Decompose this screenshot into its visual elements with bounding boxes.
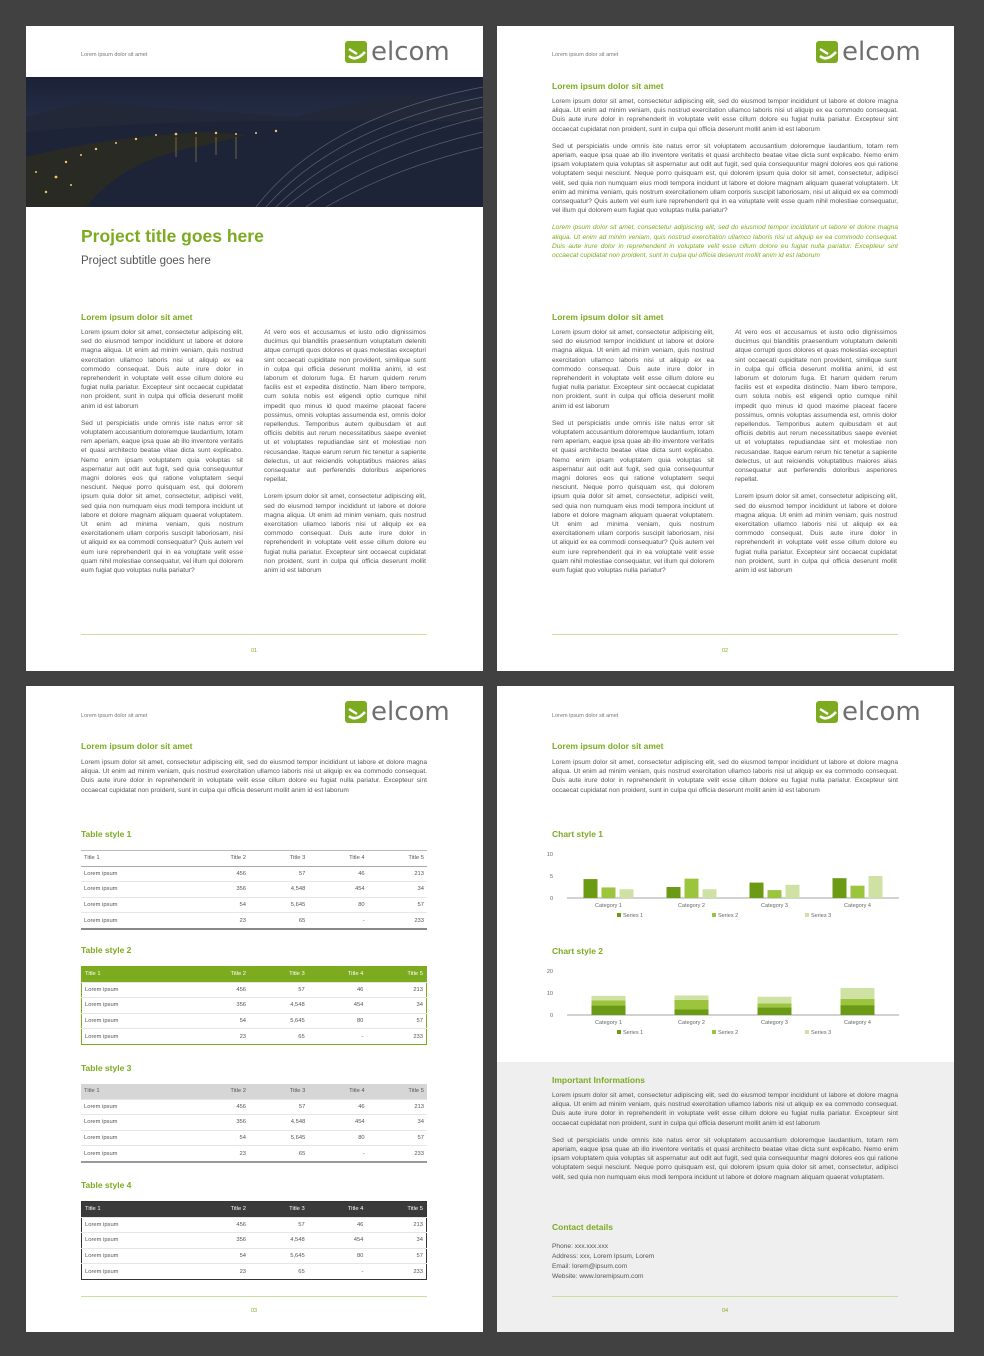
table-cell: 80 (308, 1248, 367, 1264)
table-cell: Lorem ipsum (81, 1115, 190, 1131)
logo-wordmark: elcom (371, 37, 450, 67)
table-header-cell: Title 4 (308, 967, 367, 983)
table-cell: Lorem ipsum (81, 1130, 190, 1146)
table-cell: 34 (366, 998, 426, 1014)
table-cell: - (361, 1268, 364, 1275)
legend-swatch (617, 1030, 621, 1034)
table-style-4 (81, 1201, 427, 1280)
header-text: Lorem ipsum dolor sit amet (552, 713, 619, 719)
table-cell: Lorem ipsum (85, 1268, 119, 1275)
table-header-cell: Title 3 (249, 851, 308, 867)
paragraph: Sed ut perspiciatis unde omnis iste natus error sit voluptatem accusantium doloremque laudantium, totam rem aperiam, eaque ipsa quae ab illo inventore veritatis et quasi architecto beatae vitae dicta sunt explicabo. Nemo enim ipsam voluptatem quia voluptas sit aspernatur aut odit aut fugit, sed quia consequuntur magni dolores eos qui ratione voluptatem sequi nesciunt. Neque porro quisquam est, qui dolorem ipsum quia dolor sit amet, consectetur, adipisci velit, sed quia non numquam eius modi tempora incidunt ut labore et dolore magnam aliquam quaerat voluptatem. Ut enim ad minima veniam, quis nostrum exercitationem ullam corporis suscipit laboriosam, nisi ut aliquid ex ea commodi consequatur? Quis autem vel eum iure reprehenderit qui in ea voluptate velit esse quam nihil molestiae consequatur, vel illum qui dolorem eum fugiat quo voluptas nulla pariatur? (552, 419, 715, 575)
paragraph: Sed ut perspiciatis unde omnis iste natus error sit voluptatem accusantium doloremque laudantium, totam rem aperiam, eaque ipsa quae ab illo inventore veritatis et quasi architecto beatae vitae dicta sunt explicabo. Nemo enim ipsam voluptatem quia voluptas sit aspernatur aut odit aut fugit, sed quia consequuntur magni dolores eos qui ratione voluptatem sequi nesciunt. Neque porro quisquam est, qui dolorem ipsum quia dolor sit amet, consectetur, adipisci velit, sed quia non numquam eius modi tempora incidunt ut labore et dolore magnam aliquam quaerat voluptatem. Ut enim ad minima veniam, quis nostrum exercitationem ullam corporis suscipit laboriosam, nisi ut aliquid ex ea commodi consequatur? Quis autem vel eum iure reprehenderit qui in ea voluptate velit esse quam nihil molestiae consequatur, vel illum qui dolorem eum fugiat quo voluptas nulla pariatur? (81, 419, 244, 575)
page-number: 01 (250, 648, 258, 654)
table-row (81, 1099, 427, 1115)
table-cell: 80 (308, 1130, 367, 1146)
contact-phone: Phone: xxx.xxx.xxx (552, 1243, 609, 1250)
bar (703, 889, 717, 898)
table-row (81, 1130, 427, 1146)
bar-segment (592, 996, 626, 1000)
table-style-3 (81, 1084, 427, 1163)
bar-segment (841, 1005, 875, 1015)
table-cell: Lorem ipsum (81, 913, 190, 929)
table-header-cell: Title 2 (190, 1084, 249, 1099)
bar-segment (675, 995, 709, 999)
table-cell: Lorem ipsum (82, 1013, 191, 1029)
page-number: 04 (721, 1308, 729, 1314)
elcom-logo-icon (345, 40, 369, 64)
table-header-cell: Title 3 (249, 1084, 308, 1099)
table-row (81, 897, 427, 913)
bar-segment (592, 1006, 626, 1015)
table-cell: 213 (368, 1099, 427, 1115)
paragraph: At vero eos et accusamus et iusto odio dignissimos ducimus qui blanditiis praesentium voluptatum deleniti atque corrupti quos dolores et quas molestias excepturi sint occaecati cupiditate non provident, similique sunt in culpa qui officia deserunt mollitia animi, id est laborum et dolorum fuga. Et harum quidem rerum facilis est et expedita distinctio. Nam libero tempore, cum soluta nobis est eligendi optio cumque nihil impedit quo minus id quod maxime placeat facere possimus, omnis voluptas assumenda est, omnis dolor repellendus. Temporibus autem quibusdam et aut officiis debitis aut rerum necessitatibus saepe eveniet ut et voluptates repudiandae sint et molestiae non recusandae. Itaque earum rerum hic tenetur a sapiente delectus, ut aut reiciendis voluptatibus maiores alias consequatur aut perferendis doloribus asperiores repellat. (735, 329, 897, 484)
table-cell: 454 (308, 998, 367, 1014)
elcom-logo (816, 697, 942, 728)
table-header-cell: Title 1 (81, 1084, 190, 1099)
table-cell: 65 (298, 1268, 305, 1275)
table-header-cell: Title 4 (308, 851, 367, 867)
legend-label: Series 1 (623, 913, 644, 919)
table-cell: 80 (308, 897, 367, 913)
table-cell: 233 (413, 1033, 423, 1040)
table-style-1-label: Table style 1 (81, 829, 132, 839)
logo-wordmark: elcom (842, 37, 921, 67)
elcom-logo (816, 37, 942, 68)
table-style-1 (81, 850, 427, 930)
x-tick-label: Category 3 (761, 903, 788, 909)
project-subtitle: Project subtitle goes here (81, 255, 211, 267)
page-3 (26, 686, 483, 1332)
bar-segment (758, 1003, 792, 1007)
table-header-cell: Title 1 (82, 1202, 191, 1218)
bar (768, 890, 782, 898)
table-cell: 23 (190, 1146, 249, 1162)
table-header-cell: Title 5 (368, 851, 427, 867)
table-row (81, 866, 427, 882)
table-cell: 46 (308, 1099, 367, 1115)
contact-heading: Contact details (552, 1222, 613, 1232)
footer-divider (81, 634, 427, 635)
legend-label: Series 2 (718, 913, 739, 919)
table-row (82, 1233, 427, 1249)
legend-label: Series 1 (623, 1030, 644, 1036)
elcom-logo-icon (816, 40, 840, 64)
table-row (82, 1264, 427, 1280)
table-style-2-label: Table style 2 (81, 945, 132, 955)
table-cell: 80 (308, 1013, 367, 1029)
table-cell: 5,645 (249, 1130, 308, 1146)
chart-style-1-label: Chart style 1 (552, 829, 604, 839)
table-cell: 454 (308, 1233, 367, 1249)
table-header-cell: Title 1 (81, 851, 190, 867)
table-cell: 57 (368, 1130, 427, 1146)
table-cell: 213 (368, 866, 427, 882)
column-right (264, 328, 426, 583)
table-cell: 57 (249, 1217, 308, 1233)
table-cell: 46 (308, 982, 367, 998)
table-cell: 65 (249, 913, 308, 929)
legend-label: Series 3 (811, 913, 832, 919)
table-cell: Lorem ipsum (81, 1146, 190, 1162)
table-cell: Lorem ipsum (81, 866, 190, 882)
paragraph: At vero eos et accusamus et iusto odio dignissimos ducimus qui blanditiis praesentium voluptatum deleniti atque corrupti quos dolores et quas molestias excepturi sint occaecati cupiditate non provident, similique sunt in culpa qui officia deserunt mollitia animi, id est laborum et dolorum fuga. Et harum quidem rerum facilis est et expedita distinctio. Nam libero tempore, cum soluta nobis est eligendi optio cumque nihil impedit quo minus id quod maxime placeat facere possimus, omnis voluptas assumenda est, omnis dolor repellendus. Temporibus autem quibusdam et aut officiis debitis aut rerum necessitatibus saepe eveniet ut et voluptates repudiandae sint et molestiae non recusandae. Itaque earum rerum hic tenetur a sapiente delectus, ut aut reiciendis voluptatibus maiores alias consequatur aut perferendis doloribus asperiores repellat. (264, 329, 426, 484)
table-cell: 454 (308, 1115, 367, 1131)
elcom-logo (345, 697, 471, 728)
table-header-row (81, 1084, 427, 1099)
chart-style-2 (537, 963, 907, 1063)
table-cell: 456 (190, 866, 249, 882)
x-tick-label: Category 1 (595, 1020, 622, 1026)
table-cell: 57 (249, 982, 308, 998)
y-tick-label: 0 (549, 896, 553, 902)
table-cell: 46 (308, 1217, 367, 1233)
y-tick-label: 20 (546, 969, 553, 975)
bar (750, 883, 764, 898)
column-left (552, 328, 714, 583)
paragraph: Lorem ipsum dolor sit amet, consectetur adipiscing elit, sed do eiusmod tempor incididunt ut labore et dolore magna aliqua. Ut enim ad minim veniam, quis nostrud exercitation ullamco laboris nisi ut aliquip ex ea commodo consequat. Duis aute irure dolor in reprehenderit in voluptate velit esse cillum dolore eu fugiat nulla pariatur. Excepteur sint occaecat cupidatat non proident, sunt in culpa qui officia deserunt mollit anim id est laborum (81, 329, 243, 410)
x-tick-label: Category 2 (678, 1020, 705, 1026)
paragraph: Sed ut perspiciatis unde omnis iste natus error sit voluptatem accusantium doloremque laudantium, totam rem aperiam, eaque ipsa quae ab illo inventore veritatis et quasi architecto beatae vitae dicta sunt explicabo. Nemo enim ipsam voluptatem quia voluptas sit aspernatur aut odit aut fugit, sed quia consequuntur magni dolores eos qui ratione voluptatem sequi nesciunt. Neque porro quisquam est, qui dolorem ipsum quia dolor sit amet, consectetur, adipisci velit, sed quia non numquam eius modi tempora incidunt ut labore et dolore magnam aliquam quaerat voluptatem. Ut enim ad minima veniam, quis nostrum exercitationem ullam corporis suscipit laboriosam, nisi ut aliquid ex ea commodi consequatur? Quis autem vel eum iure reprehenderit qui in ea voluptate velit esse quam nihil molestiae consequatur, vel illum qui dolorem eum fugiat quo voluptas nulla pariatur? (552, 142, 898, 215)
table-cell: 57 (366, 1248, 426, 1264)
table-header-cell: Title 4 (308, 1202, 367, 1218)
table-cell: 54 (190, 1013, 249, 1029)
table-header-cell: Title 5 (366, 1202, 426, 1218)
bar-segment (592, 1000, 626, 1005)
legend-label: Series 3 (811, 1030, 832, 1036)
table-cell: 54 (190, 1248, 249, 1264)
table-cell: Lorem ipsum (82, 1248, 191, 1264)
bar-segment (675, 1000, 709, 1010)
y-tick-label: 0 (549, 1013, 553, 1019)
table-style-2 (81, 966, 427, 1045)
legend-swatch (712, 913, 716, 917)
table-header-cell: Title 1 (82, 967, 191, 983)
table-row (82, 1029, 427, 1045)
table-header-cell: Title 3 (249, 1202, 308, 1218)
table-cell: 57 (249, 1099, 308, 1115)
table-style-3-label: Table style 3 (81, 1063, 132, 1073)
info-text (552, 1091, 898, 1190)
table-cell: - (308, 1146, 367, 1162)
bar (851, 886, 865, 898)
table-cell: Lorem ipsum (82, 1233, 191, 1249)
table-row (82, 1217, 427, 1233)
column-left (81, 328, 243, 583)
x-tick-label: Category 4 (844, 903, 871, 909)
table-row (81, 1146, 427, 1162)
bar-segment (841, 999, 875, 1005)
table-header-cell: Title 5 (368, 1084, 427, 1099)
table-header-cell: Title 2 (190, 1202, 249, 1218)
table-cell: 54 (190, 1130, 249, 1146)
contact-address: Address: xxx, Lorem Ipsum, Lorem (552, 1253, 655, 1260)
bar (786, 885, 800, 898)
logo-wordmark: elcom (371, 697, 450, 727)
bar-segment (841, 988, 875, 999)
table-cell: 356 (190, 998, 249, 1014)
table-header-cell: Title 3 (249, 967, 308, 983)
table-header-cell: Title 5 (366, 967, 426, 983)
table-cell: Lorem ipsum (82, 998, 191, 1014)
intro-text: Lorem ipsum dolor sit amet, consectetur adipiscing elit, sed do eiusmod tempor incididunt ut labore et dolore magna aliqua. Ut enim ad minim veniam, quis nostrud exercitation ullamco laboris nisi ut aliquip ex ea commodo consequat. Duis aute irure dolor in reprehenderit in voluptate velit esse cillum dolore eu fugiat nulla pariatur. Excepteur sint occaecat cupidatat non proident, sunt in culpa qui officia deserunt mollit anim id est laborum (552, 759, 898, 794)
section-heading: Lorem ipsum dolor sit amet (81, 741, 193, 751)
table-cell: 57 (249, 866, 308, 882)
table-cell: Lorem ipsum (81, 897, 190, 913)
table-row (81, 913, 427, 929)
paragraph: Lorem ipsum dolor sit amet, consectetur adipiscing elit, sed do eiusmod tempor incididunt ut labore et dolore magna aliqua. Ut enim ad minim veniam, quis nostrud exercitation ullamco laboris nisi ut aliquip ex ea commodo consequat. Duis aute irure dolor in reprehenderit in voluptate velit esse cillum dolore eu fugiat nulla pariatur. Excepteur sint occaecat cupidatat non proident, sunt in culpa qui officia deserunt mollit anim id est laborum (552, 1092, 898, 1127)
table-cell: - (361, 1033, 364, 1040)
table-cell: 213 (366, 1217, 426, 1233)
section-heading: Lorem ipsum dolor sit amet (81, 312, 193, 322)
table-cell: - (308, 913, 367, 929)
table-cell: 213 (366, 982, 426, 998)
table-cell: Lorem ipsum (82, 1217, 191, 1233)
contact-website[interactable]: Website: www.loremipsum.com (552, 1273, 644, 1280)
bar (869, 876, 883, 898)
table-cell: 54 (190, 897, 249, 913)
table-row (82, 982, 427, 998)
chart-style-2-label: Chart style 2 (552, 946, 604, 956)
table-cell: 65 (298, 1033, 305, 1040)
section-heading: Lorem ipsum dolor sit amet (552, 81, 664, 91)
header-text: Lorem ipsum dolor sit amet (81, 52, 148, 58)
legend-swatch (805, 1030, 809, 1034)
table-cell: 356 (190, 1233, 249, 1249)
table-cell: 23 (190, 913, 249, 929)
table-cell: 34 (366, 1233, 426, 1249)
table-row (81, 1115, 427, 1131)
bar (602, 887, 616, 898)
table-cell: 456 (190, 1099, 249, 1115)
table-cell: 65 (249, 1146, 308, 1162)
page-1 (26, 26, 483, 671)
elcom-logo-icon (345, 700, 369, 724)
section-heading: Lorem ipsum dolor sit amet (552, 741, 664, 751)
table-cell: Lorem ipsum (81, 882, 190, 898)
footer-divider (552, 634, 898, 635)
table-cell: 5,645 (249, 1248, 308, 1264)
page-number: 03 (250, 1308, 258, 1314)
contact-details (552, 1242, 654, 1282)
legend-swatch (712, 1030, 716, 1034)
header-text: Lorem ipsum dolor sit amet (81, 713, 148, 719)
bar (833, 878, 847, 898)
bar (667, 887, 681, 898)
bar-segment (758, 997, 792, 1004)
section-heading: Lorem ipsum dolor sit amet (552, 312, 664, 322)
paragraph: Lorem ipsum dolor sit amet, consectetur adipiscing elit, sed do eiusmod tempor incididunt ut labore et dolore magna aliqua. Ut enim ad minim veniam, quis nostrud exercitation ullamco laboris nisi ut aliquip ex ea commodo consequat. Duis aute irure dolor in reprehenderit in voluptate velit esse cillum dolore eu fugiat nulla pariatur. Excepteur sint occaecat cupidatat non proident, sunt in culpa qui officia deserunt mollit anim id est laborum (264, 493, 426, 575)
table-cell: 356 (190, 1115, 249, 1131)
y-tick-label: 10 (546, 991, 553, 997)
chart-style-1 (537, 846, 907, 946)
x-tick-label: Category 2 (678, 903, 705, 909)
paragraph: Lorem ipsum dolor sit amet, consectetur adipiscing elit, sed do eiusmod tempor incididunt ut labore et dolore magna aliqua. Ut enim ad minim veniam, quis nostrud exercitation ullamco laboris nisi ut aliquip ex ea commodo consequat. Duis aute irure dolor in reprehenderit in voluptate velit esse cillum dolore eu fugiat nulla pariatur. Excepteur sint occaecat cupidatat non proident, sunt in culpa qui officia deserunt mollit anim id est laborum (735, 493, 897, 575)
table-cell: 5,645 (249, 897, 308, 913)
x-tick-label: Category 4 (844, 1020, 871, 1026)
page-number: 02 (721, 648, 729, 654)
paragraph: Lorem ipsum dolor sit amet, consectetur adipiscing elit, sed do eiusmod tempor incididunt ut labore et dolore magna aliqua. Ut enim ad minim veniam, quis nostrud exercitation ullamco laboris nisi ut aliquip ex ea commodo consequat. Duis aute irure dolor in reprehenderit in voluptate velit esse cillum dolore eu fugiat nulla pariatur. Excepteur sint occaecat cupidatat non proident, sunt in culpa qui officia deserunt mollit anim id est laborum (552, 98, 898, 133)
x-tick-label: Category 1 (595, 903, 622, 909)
table-header-row (82, 1202, 427, 1218)
x-tick-label: Category 3 (761, 1020, 788, 1026)
table-cell: 233 (413, 1268, 423, 1275)
bar (685, 879, 699, 898)
table-cell: 4,548 (249, 882, 308, 898)
legend-swatch (805, 913, 809, 917)
page-4 (497, 686, 954, 1332)
paragraph: Sed ut perspiciatis unde omnis iste natus error sit voluptatem accusantium doloremque laudantium, totam rem aperiam, eaque ipsa quae ab illo inventore veritatis et quasi architecto beatae vitae dicta sunt explicabo. Nemo enim ipsam voluptatem quia voluptas sit aspernatur aut odit aut fugit, sed quia consequuntur magni dolores eos qui ratione voluptatem sequi nesciunt. Neque porro quisquam est, qui dolorem ipsum quia dolor sit amet, consectetur, adipisci velit, sed quia non numquam eius modi tempora incidunt ut labore et dolore magnam aliquam quaerat voluptatem. (552, 1136, 898, 1181)
intro-text: Lorem ipsum dolor sit amet, consectetur adipiscing elit, sed do eiusmod tempor incididunt ut labore et dolore magna aliqua. Ut enim ad minim veniam, quis nostrud exercitation ullamco laboris nisi ut aliquip ex ea commodo consequat. Duis aute irure dolor in reprehenderit in voluptate velit esse cillum dolore eu fugiat nulla pariatur. Excepteur sint occaecat cupidatat non proident, sunt in culpa qui officia deserunt mollit anim id est laborum (81, 759, 427, 794)
y-tick-label: 5 (549, 874, 553, 880)
table-header-cell: Title 4 (308, 1084, 367, 1099)
table-cell: 46 (308, 866, 367, 882)
table-cell: Lorem ipsum (82, 982, 191, 998)
table-style-4-label: Table style 4 (81, 1180, 132, 1190)
table-cell: Lorem ipsum (85, 1033, 119, 1040)
paragraph: Lorem ipsum dolor sit amet, consectetur adipiscing elit, sed do eiusmod tempor incididunt ut labore et dolore magna aliqua. Ut enim ad minim veniam, quis nostrud exercitation ullamco laboris nisi ut aliquip ex ea commodo consequat. Duis aute irure dolor in reprehenderit in voluptate velit esse cillum dolore eu fugiat nulla pariatur. Excepteur sint occaecat cupidatat non proident, sunt in culpa qui officia deserunt mollit anim id est laborum (552, 329, 714, 410)
bar (620, 889, 634, 898)
table-cell: 23 (239, 1268, 247, 1275)
table-cell: 5,645 (249, 1013, 308, 1029)
table-cell: 356 (190, 882, 249, 898)
table-cell: 456 (190, 1217, 249, 1233)
elcom-logo-icon (816, 700, 840, 724)
table-cell: 23 (239, 1033, 247, 1040)
table-header-cell: Title 2 (190, 967, 249, 983)
page-2 (497, 26, 954, 671)
footer-divider (81, 1296, 427, 1297)
table-header-row (82, 967, 427, 983)
y-tick-label: 10 (546, 852, 553, 858)
elcom-logo (345, 37, 471, 68)
table-cell: 4,548 (249, 1233, 308, 1249)
table-cell: 4,548 (249, 998, 308, 1014)
table-cell: 233 (368, 1146, 427, 1162)
legend-label: Series 2 (718, 1030, 739, 1036)
table-cell: 456 (190, 982, 249, 998)
hero-night-city-image (26, 77, 483, 207)
info-heading: Important Informations (552, 1075, 646, 1085)
table-header-row (81, 851, 427, 867)
table-header-cell: Title 2 (190, 851, 249, 867)
table-cell: 454 (308, 882, 367, 898)
contact-email[interactable]: Email: lorem@ipsum.com (552, 1263, 628, 1270)
table-cell: 34 (368, 882, 427, 898)
header-text: Lorem ipsum dolor sit amet (552, 52, 619, 58)
bar (584, 879, 598, 898)
project-title: Project title goes here (81, 226, 264, 246)
table-cell: 34 (368, 1115, 427, 1131)
table-cell: 57 (366, 1013, 426, 1029)
table-row (82, 1248, 427, 1264)
logo-wordmark: elcom (842, 697, 921, 727)
body-text (552, 97, 898, 268)
table-cell: Lorem ipsum (81, 1099, 190, 1115)
table-cell: 57 (368, 897, 427, 913)
bar-segment (758, 1007, 792, 1015)
footer-divider (552, 1296, 898, 1297)
table-row (82, 1013, 427, 1029)
column-right (735, 328, 897, 583)
bar-segment (675, 1010, 709, 1016)
table-row (82, 998, 427, 1014)
highlight-quote: Lorem ipsum dolor sit amet, consectetur adipiscing elit, sed do eiusmod tempor incididunt ut labore et dolore magna aliqua. Ut enim ad minim veniam, quis nostrud exercitation ullamco laboris nisi ut aliquip ex ea commodo consequat. Duis aute irure dolor in reprehenderit in voluptate velit esse cillum dolore eu fugiat nulla pariatur. Excepteur sint occaecat cupidatat non proident, sunt in culpa qui officia deserunt mollit anim id est laborum (552, 224, 898, 260)
table-cell: 4,548 (249, 1115, 308, 1131)
table-cell: 233 (368, 913, 427, 929)
table-row (81, 882, 427, 898)
legend-swatch (617, 913, 621, 917)
